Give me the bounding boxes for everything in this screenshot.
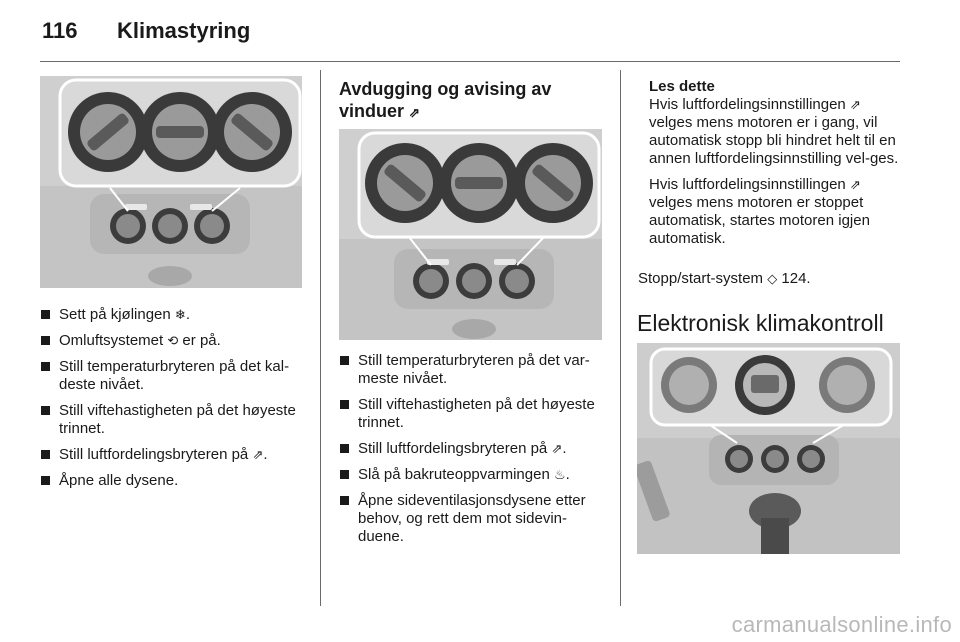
note-paragraph-1: Hvis luftfordelingsinnstillingen ⇗ velges mens motoren er i gang, vil automatisk stopp bli hindret helt til en annen luftfordelingsinnstilling vel-ges. <box>649 96 899 167</box>
defrost-windscreen-icon: ⇗ <box>551 441 563 456</box>
climate-control-photo-3 <box>637 343 900 554</box>
watermark: carmanualsonline.info <box>731 612 952 637</box>
list-item: Slå på bakruteoppvarmingen ♨. <box>339 466 607 484</box>
list-item: Sett på kjølingen ❄. <box>40 306 308 324</box>
airflow-icon: ⇗ <box>252 447 264 462</box>
list-item: Still viftehastigheten på det høyeste trinnet. <box>339 396 607 432</box>
rear-window-heater-icon: ♨ <box>553 467 566 482</box>
bullet-icon <box>41 362 50 371</box>
page-title: Klimastyring <box>117 18 251 43</box>
section-title-electronic: Elektronisk klimakontroll <box>637 310 884 336</box>
bullet-icon <box>340 356 349 365</box>
instruction-list-2 <box>339 352 607 554</box>
list-item: Omluftsystemet ⟲ er på. <box>40 332 308 350</box>
bullet-icon <box>41 406 50 415</box>
instruction-list-1 <box>40 306 308 498</box>
list-item: Still luftfordelingsbryteren på ⇗. <box>40 446 308 464</box>
section-title-defrost: Avdugging og avising av vinduer ⇗ <box>339 79 552 121</box>
bullet-icon <box>41 336 50 345</box>
note-box <box>649 78 905 248</box>
list-item: Åpne alle dysene. <box>40 472 308 490</box>
note-heading: Les dette <box>649 78 715 95</box>
bullet-icon <box>340 444 349 453</box>
bullet-icon <box>41 476 50 485</box>
list-item: Still temperaturbryteren på det var-meste nivået. <box>339 352 607 388</box>
bullet-icon <box>340 400 349 409</box>
list-item: Åpne sideventilasjonsdysene etter behov, og rett dem mot sidevin-duene. <box>339 492 607 546</box>
header-rule <box>40 61 900 62</box>
bullet-icon <box>41 450 50 459</box>
recirculation-icon: ⟲ <box>167 333 179 348</box>
defrost-windscreen-icon: ⇗ <box>409 105 420 120</box>
defrost-windscreen-icon: ⇗ <box>849 177 861 192</box>
column-divider-1 <box>320 70 321 606</box>
bullet-icon <box>41 310 50 319</box>
defrost-windscreen-icon: ⇗ <box>849 97 861 112</box>
snowflake-icon: ❄ <box>174 307 186 322</box>
list-item: Still temperaturbryteren på det kal-deste nivået. <box>40 358 308 394</box>
bullet-icon <box>340 496 349 505</box>
page-number: 116 <box>42 18 78 43</box>
list-item: Still viftehastigheten på det høyeste trinnet. <box>40 402 308 438</box>
reference-arrow-icon: ◇ <box>767 271 778 286</box>
climate-control-photo-1 <box>40 76 302 288</box>
list-item: Still luftfordelingsbryteren på ⇗. <box>339 440 607 458</box>
cross-reference[interactable]: Stopp/start-system ◇ 124. <box>638 270 811 287</box>
note-paragraph-2: Hvis luftfordelingsinnstillingen ⇗ velges mens motoren er stoppet automatisk, startes motoren igjen automatisk. <box>649 176 870 247</box>
climate-control-photo-2 <box>339 129 602 340</box>
column-divider-2 <box>620 70 621 606</box>
bullet-icon <box>340 470 349 479</box>
